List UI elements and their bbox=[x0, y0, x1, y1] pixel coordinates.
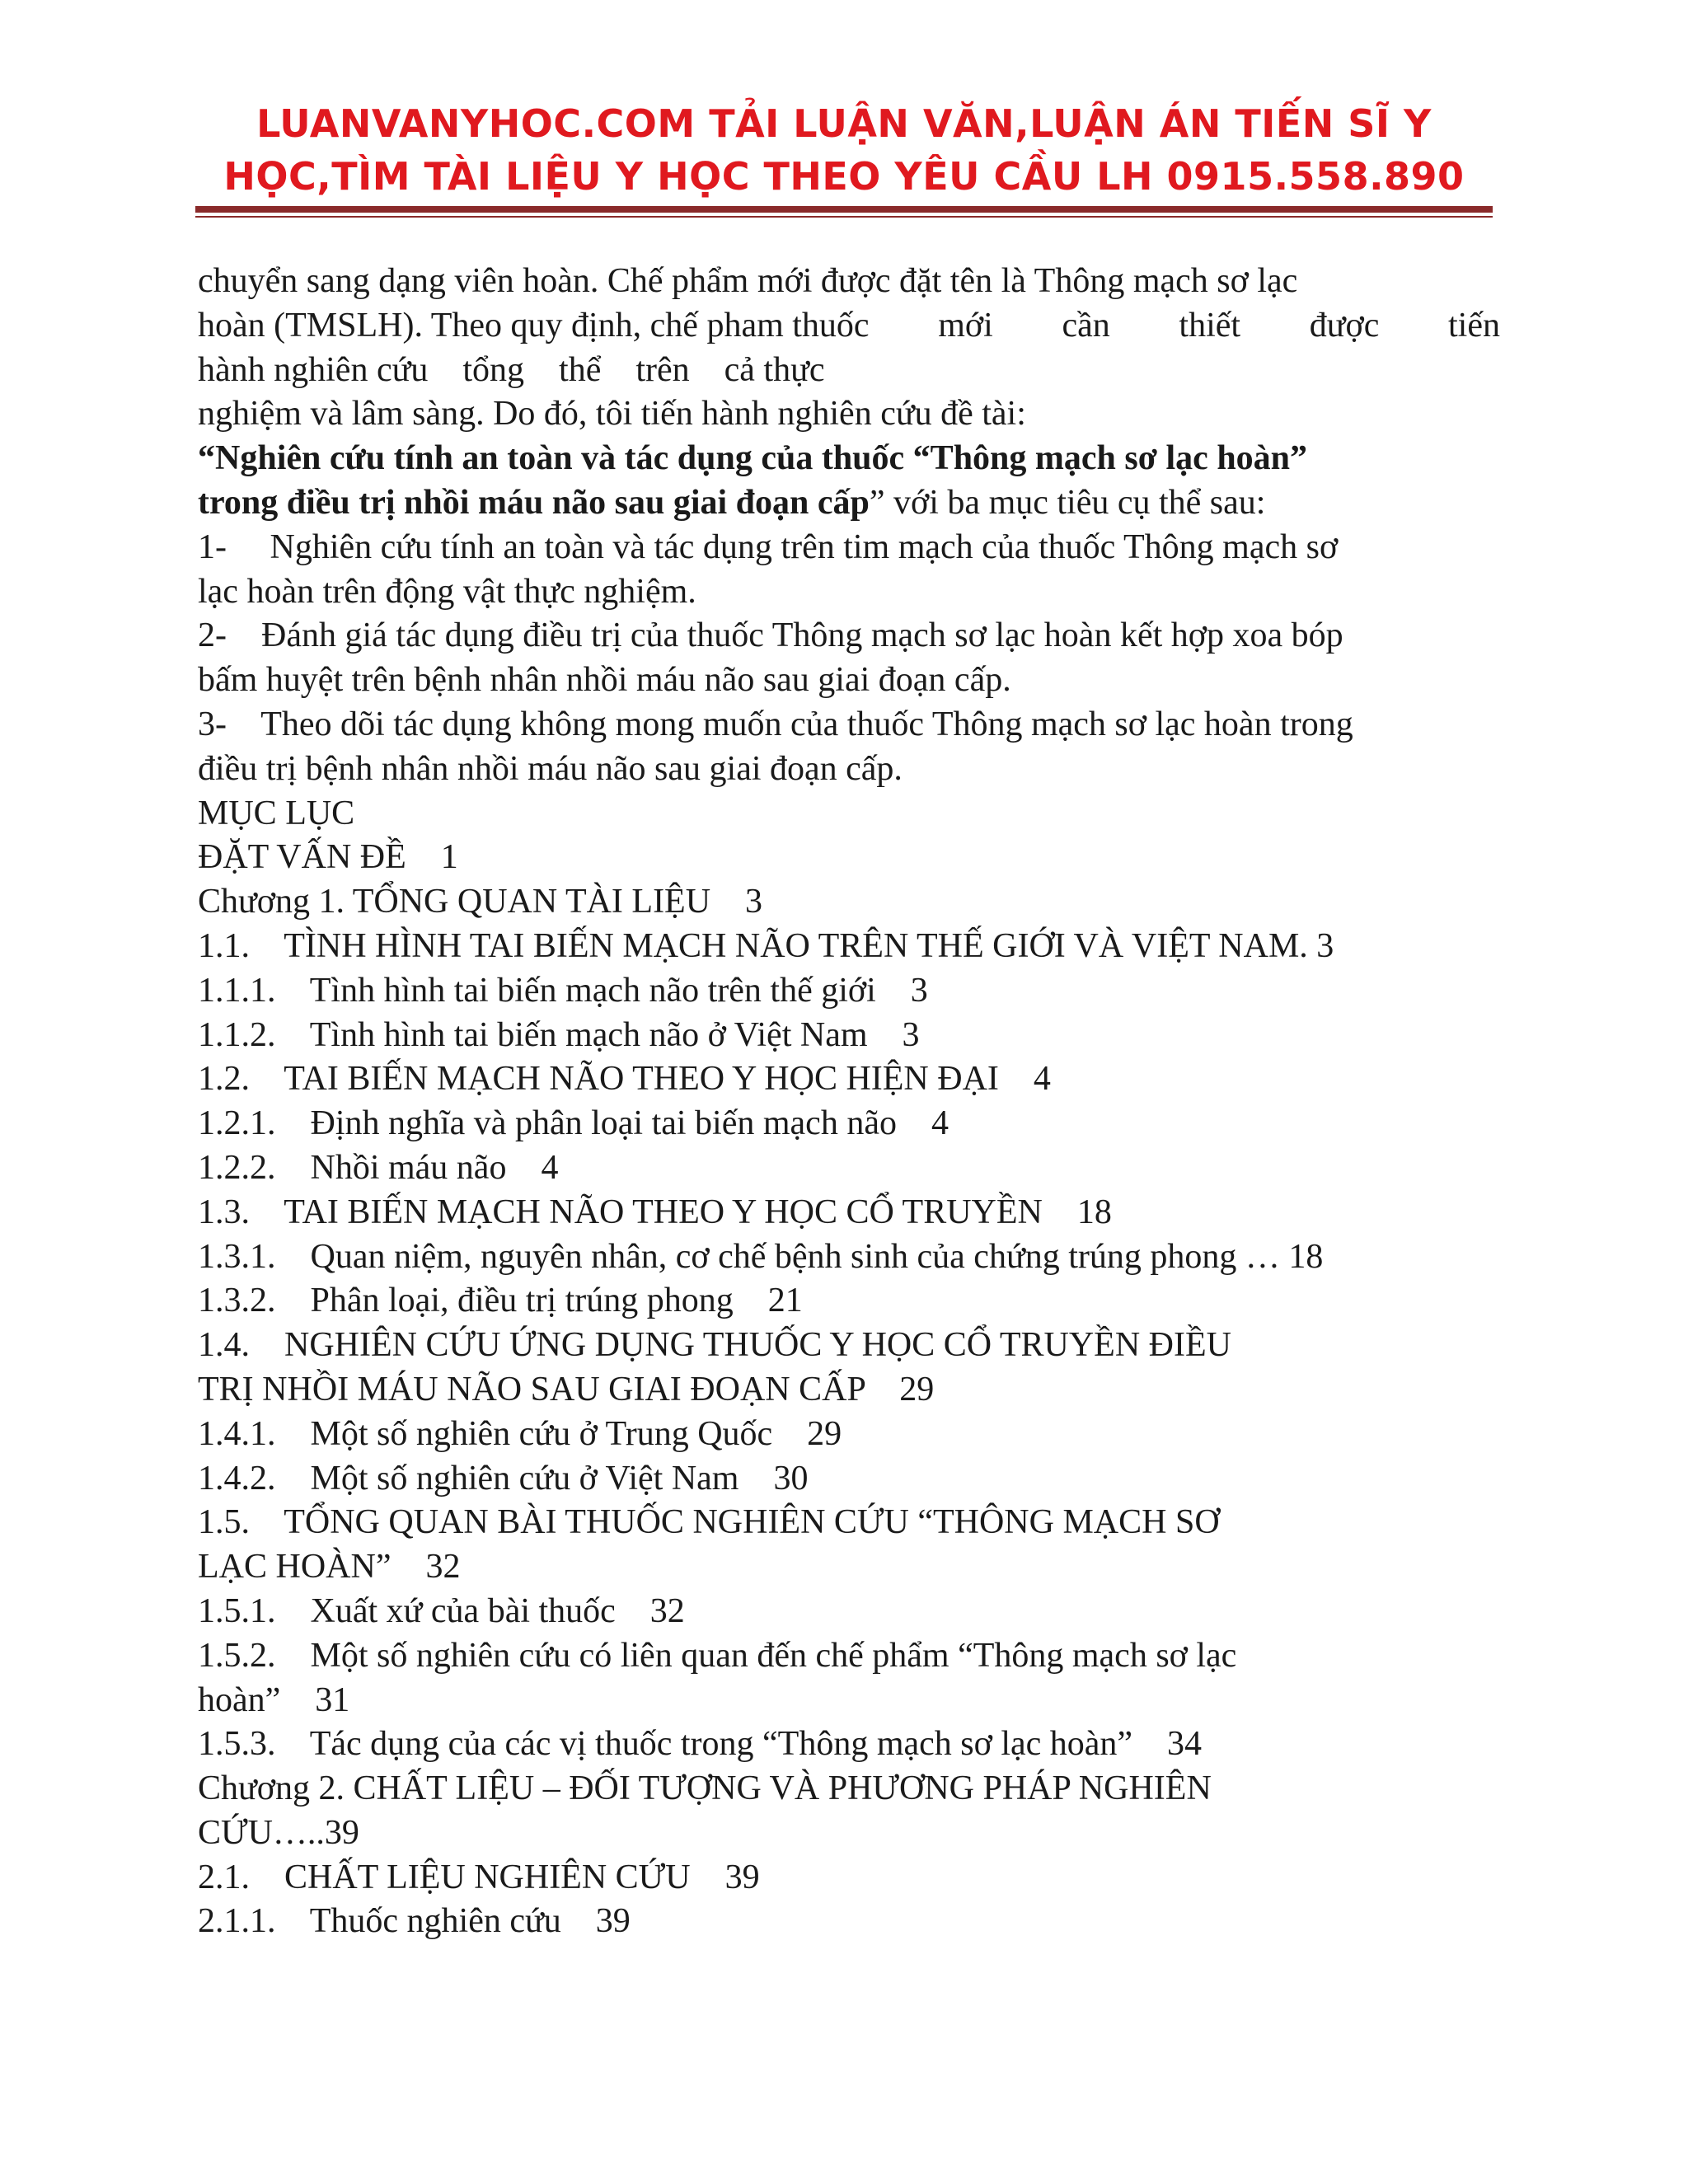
thesis-title-line bbox=[198, 481, 1500, 526]
thesis-title-rest: ” với ba mục tiêu cụ thể sau: bbox=[869, 483, 1266, 522]
toc-entry: 1.5.1. Xuất xứ của bài thuốc 32 bbox=[198, 1591, 685, 1630]
toc-entry: 1.3.1. Quan niệm, nguyên nhân, cơ chế bệnh sinh của chứng trúng phong … 18 bbox=[198, 1237, 1324, 1276]
header-rule-thin bbox=[195, 216, 1493, 218]
objective-line: bấm huyệt trên bệnh nhân nhồi máu não sau giai đoạn cấp. bbox=[198, 661, 1011, 700]
toc-entry: LẠC HOÀN” 32 bbox=[198, 1548, 461, 1586]
toc-entry: TRỊ NHỒI MÁU NÃO SAU GIAI ĐOẠN CẤP 29 bbox=[198, 1370, 935, 1408]
toc-entry: hoàn” 31 bbox=[198, 1680, 350, 1719]
thesis-title-line: “Nghiên cứu tính an toàn và tác dụng của thuốc “Thông mạch sơ lạc hoàn” bbox=[198, 439, 1308, 478]
site-header bbox=[0, 97, 1688, 203]
toc-entry: 1.1. TÌNH HÌNH TAI BIẾN MẠCH NÃO TRÊN THẾ GIỚI VÀ VIỆT NAM. 3 bbox=[198, 926, 1334, 965]
header-rule-thick bbox=[195, 206, 1493, 213]
toc-entry: 1.4.1. Một số nghiên cứu ở Trung Quốc 29 bbox=[198, 1414, 842, 1453]
toc-entry: 1.4. NGHIÊN CỨU ỨNG DỤNG THUỐC Y HỌC CỔ TRUYỀN ĐIỀU bbox=[198, 1326, 1231, 1365]
toc-entry: 2.1. CHẤT LIỆU NGHIÊN CỨU 39 bbox=[198, 1858, 760, 1896]
header-line-2: HỌC,TÌM TÀI LIỆU Y HỌC THEO YÊU CẦU LH 0915.558.890 bbox=[223, 154, 1465, 199]
toc-entry: ĐẶT VẤN ĐỀ 1 bbox=[198, 838, 458, 877]
intro-word: tiến bbox=[1448, 306, 1500, 344]
toc-title: MỤC LỤC bbox=[198, 794, 355, 832]
intro-line: nghiệm và lâm sàng. Do đó, tôi tiến hành nghiên cứu đề tài: bbox=[198, 395, 1026, 434]
toc-entry: 1.4.2. Một số nghiên cứu ở Việt Nam 30 bbox=[198, 1459, 809, 1497]
intro-word: được bbox=[1309, 306, 1380, 344]
toc-entry: 1.1.1. Tình hình tai biến mạch não trên thế giới 3 bbox=[198, 971, 928, 1010]
toc-entry: 1.1.2. Tình hình tai biến mạch não ở Việt Nam 3 bbox=[198, 1015, 920, 1054]
toc-entry: 1.5. TỔNG QUAN BÀI THUỐC NGHIÊN CỨU “THÔNG MẠCH SƠ bbox=[198, 1503, 1220, 1542]
toc-entry: 1.3.2. Phân loại, điều trị trúng phong 21 bbox=[198, 1282, 803, 1320]
objective-line: lạc hoàn trên động vật thực nghiệm. bbox=[198, 572, 696, 611]
header-line-1: LUANVANYHOC.COM TẢI LUẬN VĂN,LUẬN ÁN TIẾN SĨ Y bbox=[256, 101, 1432, 146]
objective-line: 2- Đánh giá tác dụng điều trị của thuốc Thông mạch sơ lạc hoàn kết hợp xoa bóp bbox=[198, 616, 1343, 655]
intro-word: hoàn (TMSLH). Theo quy định, chế pham thuốc bbox=[198, 306, 870, 344]
toc-entry: Chương 2. CHẤT LIỆU – ĐỐI TƯỢNG VÀ PHƯƠNG PHÁP NGHIÊN bbox=[198, 1769, 1212, 1808]
toc-entry: Chương 1. TỔNG QUAN TÀI LIỆU 3 bbox=[198, 883, 763, 921]
toc-entry: 1.5.3. Tác dụng của các vị thuốc trong “Thông mạch sơ lạc hoàn” 34 bbox=[198, 1725, 1203, 1764]
intro-line: hành nghiên cứu tổng thể trên cả thực bbox=[198, 350, 825, 389]
toc-entry: 1.2.2. Nhồi máu não 4 bbox=[198, 1148, 559, 1187]
toc-entry: CỨU…..39 bbox=[198, 1813, 359, 1852]
objective-line: điều trị bệnh nhân nhồi máu não sau giai đoạn cấp. bbox=[198, 749, 903, 788]
toc-entry: 1.2.1. Định nghĩa và phân loại tai biến mạch não 4 bbox=[198, 1104, 949, 1143]
intro-line: chuyển sang dạng viên hoàn. Chế phẩm mới được đặt tên là Thông mạch sơ lạc bbox=[198, 262, 1298, 300]
table-of-contents bbox=[198, 836, 1500, 1944]
toc-entry: 1.5.2. Một số nghiên cứu có liên quan đến chế phẩm “Thông mạch sơ lạc bbox=[198, 1636, 1237, 1675]
thesis-title-bold: trong điều trị nhồi máu não sau giai đoạn cấp bbox=[198, 483, 870, 522]
toc-entry: 1.3. TAI BIẾN MẠCH NÃO THEO Y HỌC CỔ TRUYỀN 18 bbox=[198, 1193, 1112, 1231]
intro-word: mới bbox=[938, 306, 993, 344]
toc-entry: 2.1.1. Thuốc nghiên cứu 39 bbox=[198, 1902, 631, 1941]
toc-entry: 1.2. TAI BIẾN MẠCH NÃO THEO Y HỌC HIỆN ĐẠI 4 bbox=[198, 1060, 1051, 1099]
objective-line: 3- Theo dõi tác dụng không mong muốn của thuốc Thông mạch sơ lạc hoàn trong bbox=[198, 705, 1353, 743]
intro-word: cần bbox=[1062, 306, 1110, 344]
intro-word: thiết bbox=[1179, 306, 1241, 344]
document-body bbox=[198, 260, 1500, 1944]
objective-line: 1- Nghiên cứu tính an toàn và tác dụng trên tim mạch của thuốc Thông mạch sơ bbox=[198, 527, 1339, 566]
intro-line-justified bbox=[198, 304, 1500, 349]
